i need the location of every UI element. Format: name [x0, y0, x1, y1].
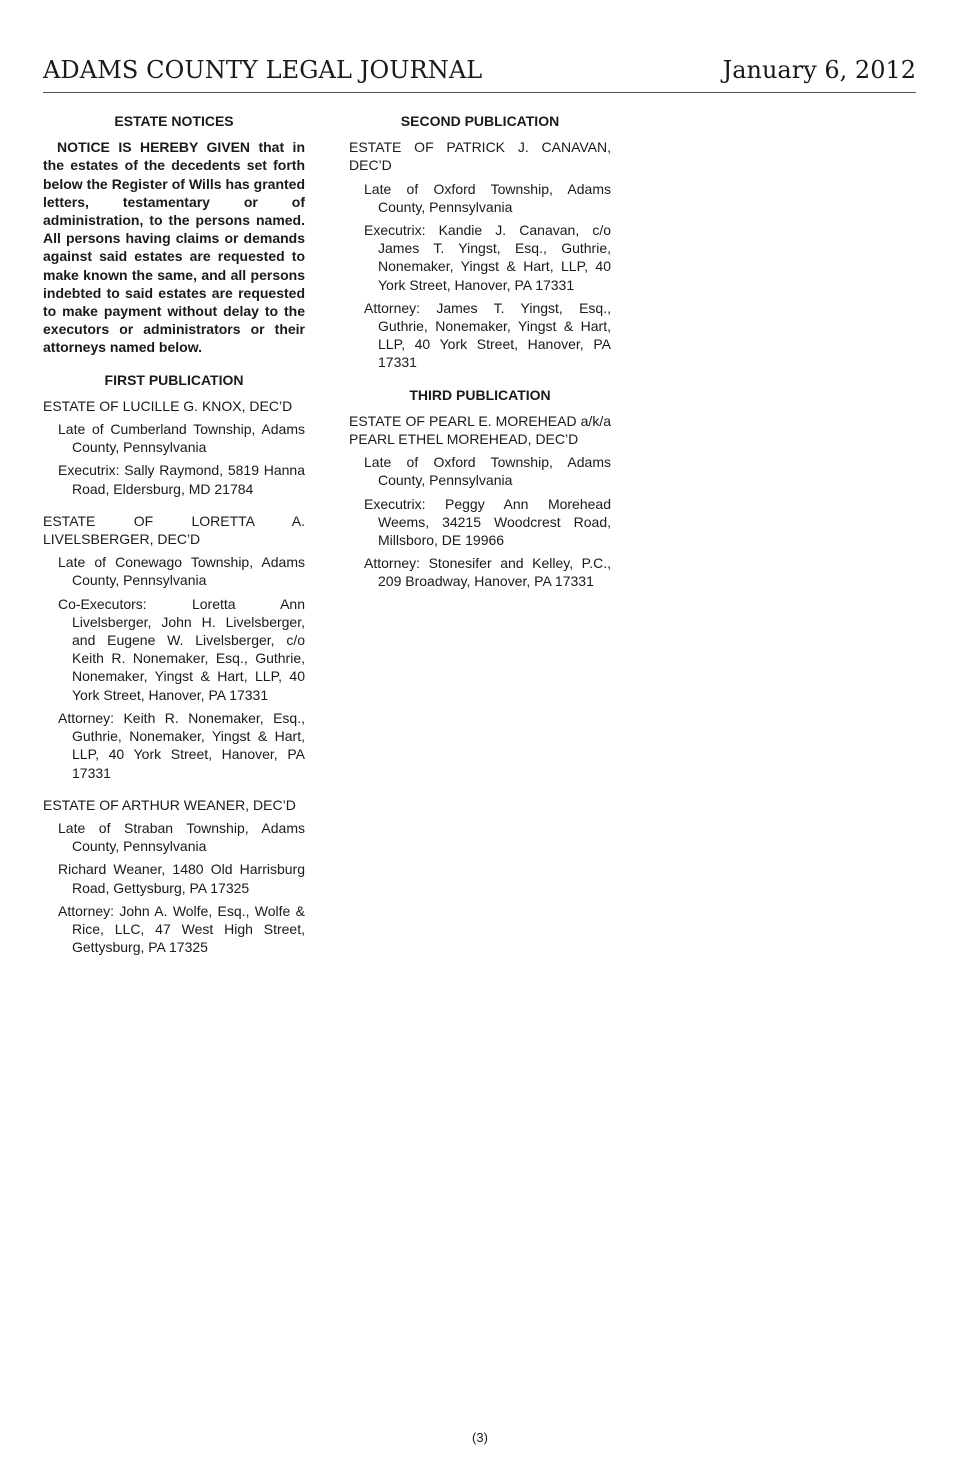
estate-residence: Late of Straban Township, Adams County, Pennsylvania [58, 819, 305, 855]
estate-attorney: Attorney: Keith R. Nonemaker, Esq., Guthrie, Nonemaker, Yingst & Hart, LLP, 40 York Street, Hanover, PA 17331 [58, 709, 305, 781]
estate-executor: Co-Executors: Loretta Ann Livelsberger, John H. Livelsberger, and Eugene W. Livelsberger, c/o Keith R. Nonemaker, Esq., Guthrie, Nonemaker, Yingst & Hart, LLP, 40 York Street, Hanover, PA 17331 [58, 595, 305, 703]
estate-attorney: Attorney: John A. Wolfe, Esq., Wolfe & Rice, LLC, 47 West High Street, Gettysburg, PA 17325 [58, 902, 305, 956]
estate-attorney: Attorney: James T. Yingst, Esq., Guthrie, Nonemaker, Yingst & Hart, LLP, 40 York Street, Hanover, PA 17331 [364, 299, 611, 371]
page-header [43, 52, 916, 93]
page-number: (3) [472, 1430, 488, 1445]
estate-entry [43, 397, 305, 498]
section-heading-first-publication: FIRST PUBLICATION [104, 371, 244, 388]
estate-residence: Late of Oxford Township, Adams County, Pennsylvania [364, 454, 611, 489]
estate-entry [43, 512, 305, 782]
journal-title: ADAMS COUNTY LEGAL JOURNAL [43, 56, 483, 84]
left-column [43, 112, 305, 970]
estate-executor: Executrix: Peggy Ann Morehead Weems, 34215 Woodcrest Road, Millsboro, DE 19966 [364, 495, 611, 549]
estate-entry [349, 138, 611, 371]
estate-executor: Executrix: Sally Raymond, 5819 Hanna Road, Eldersburg, MD 21784 [58, 462, 305, 497]
estate-entry [43, 796, 305, 957]
estate-executor: Executrix: Kandie J. Canavan, c/o James T. Yingst, Esq., Guthrie, Nonemaker, Yingst & Hart, LLP, 40 York Street, Hanover, PA 17331 [364, 222, 611, 293]
right-column [349, 112, 611, 605]
estate-name: ESTATE OF PATRICK J. CANAVAN, DEC’D [349, 139, 611, 174]
issue-date: January 6, 2012 [722, 56, 916, 84]
estate-name: ESTATE OF PEARL E. MOREHEAD a/k/a PEARL ETHEL MOREHEAD, DEC’D [349, 412, 611, 448]
estate-residence: Late of Oxford Township, Adams County, Pennsylvania [364, 180, 611, 215]
estate-entry [349, 412, 611, 591]
estate-residence: Late of Conewago Township, Adams County, Pennsylvania [58, 554, 305, 589]
estate-name: ESTATE OF LORETTA A. LIVELSBERGER, DEC’D [43, 512, 305, 548]
estate-attorney: Attorney: Stonesifer and Kelley, P.C., 209 Broadway, Hanover, PA 17331 [364, 555, 611, 590]
section-heading-third-publication: THIRD PUBLICATION [409, 386, 551, 403]
estate-executor: Richard Weaner, 1480 Old Harrisburg Road, Gettysburg, PA 17325 [58, 861, 305, 896]
notice-paragraph: NOTICE IS HEREBY GIVEN that in the estates of the decedents set forth below the Register of Wills has granted letters, testamentary or of administration, to the persons named. All persons having claims or demands against said estates are requested to make known the same, and all persons indebted to said estates are requested to make payment without delay to the executors or administrators or their attorneys named below. [43, 139, 305, 356]
estate-name: ESTATE OF LUCILLE G. KNOX, DEC’D [43, 397, 293, 414]
section-heading-estate-notices: ESTATE NOTICES [114, 113, 234, 129]
estate-name: ESTATE OF ARTHUR WEANER, DEC’D [43, 796, 296, 813]
estate-residence: Late of Cumberland Township, Adams County, Pennsylvania [58, 421, 305, 456]
section-heading-second-publication: SECOND PUBLICATION [400, 113, 560, 129]
